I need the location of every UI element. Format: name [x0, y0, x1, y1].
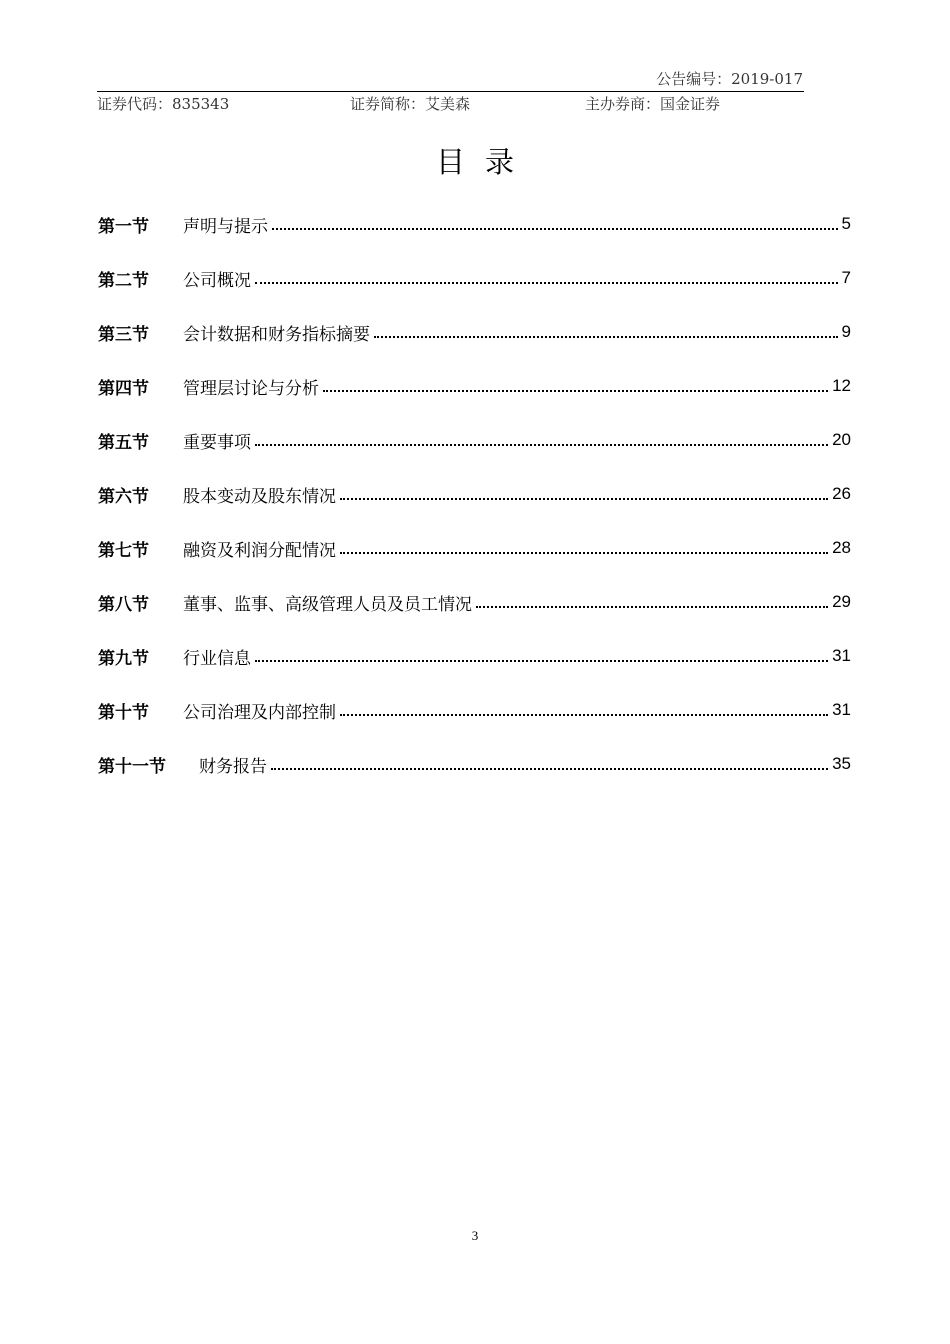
- toc-leader-dots: [255, 270, 838, 284]
- toc-entry-title: 公司概况: [183, 270, 251, 291]
- header-rule: [97, 91, 804, 92]
- toc-entry[interactable]: [98, 532, 851, 564]
- toc-entry-title: 融资及利润分配情况: [183, 540, 336, 561]
- toc-leader-dots: [323, 378, 828, 392]
- toc-leader-dots: [271, 756, 828, 770]
- toc-section-label: 第五节: [98, 432, 149, 453]
- toc-page-number: 12: [832, 376, 851, 395]
- toc-leader-dots: [255, 648, 828, 662]
- toc-page-number: 28: [832, 538, 851, 557]
- toc-entry-title: 公司治理及内部控制: [183, 702, 336, 723]
- toc-section-label: 第十节: [98, 702, 149, 723]
- toc-entry-title: 行业信息: [183, 648, 251, 669]
- toc-page-number: 31: [832, 700, 851, 719]
- sponsor-broker: 主办券商：国金证券: [585, 95, 721, 113]
- toc-entry[interactable]: [98, 316, 851, 348]
- security-abbreviation: 证券简称：艾美森: [350, 95, 471, 113]
- toc-page-number: 5: [841, 214, 851, 233]
- toc-entry-title: 声明与提示: [183, 216, 268, 237]
- toc-page-number: 20: [832, 430, 851, 449]
- toc-section-label: 第十一节: [98, 756, 166, 777]
- header-info-row: [97, 93, 804, 115]
- toc-leader-dots: [340, 540, 828, 554]
- toc-entry[interactable]: [98, 586, 851, 618]
- toc-section-label: 第九节: [98, 648, 149, 669]
- toc-entry-title: 董事、监事、高级管理人员及员工情况: [183, 594, 472, 615]
- toc-section-label: 第四节: [98, 378, 149, 399]
- page-number: 3: [471, 1228, 479, 1243]
- toc-entry-title: 管理层讨论与分析: [183, 378, 319, 399]
- toc-leader-dots: [476, 594, 828, 608]
- toc-entry[interactable]: [98, 208, 851, 240]
- toc-section-label: 第一节: [98, 216, 149, 237]
- toc-leader-dots: [340, 702, 828, 716]
- toc-leader-dots: [340, 486, 828, 500]
- toc-leader-dots: [272, 216, 838, 230]
- toc-page-number: 7: [841, 268, 851, 287]
- toc-entry[interactable]: [98, 748, 851, 780]
- toc-entry[interactable]: [98, 262, 851, 294]
- toc-page-number: 35: [832, 754, 851, 773]
- toc-entry-title: 股本变动及股东情况: [183, 486, 336, 507]
- toc-section-label: 第三节: [98, 324, 149, 345]
- security-code: 证券代码：835343: [97, 95, 230, 113]
- toc-page-number: 9: [841, 322, 851, 341]
- toc-leader-dots: [255, 432, 828, 446]
- toc-section-label: 第二节: [98, 270, 149, 291]
- toc-section-label: 第七节: [98, 540, 149, 561]
- toc-leader-dots: [374, 324, 838, 338]
- toc-page-number: 31: [832, 646, 851, 665]
- toc-entry[interactable]: [98, 424, 851, 456]
- toc-title: 目录: [435, 145, 534, 179]
- announcement-number: 公告编号：2019-017: [656, 70, 803, 88]
- toc-entry[interactable]: [98, 640, 851, 672]
- toc-section-label: 第六节: [98, 486, 149, 507]
- toc-entry[interactable]: [98, 370, 851, 402]
- toc-entry-title: 重要事项: [183, 432, 251, 453]
- toc-entry[interactable]: [98, 478, 851, 510]
- toc-page-number: 26: [832, 484, 851, 503]
- toc-section-label: 第八节: [98, 594, 149, 615]
- toc-entry-title: 会计数据和财务指标摘要: [183, 324, 370, 345]
- toc-page-number: 29: [832, 592, 851, 611]
- toc-entry-title: 财务报告: [199, 756, 267, 777]
- toc-entry[interactable]: [98, 694, 851, 726]
